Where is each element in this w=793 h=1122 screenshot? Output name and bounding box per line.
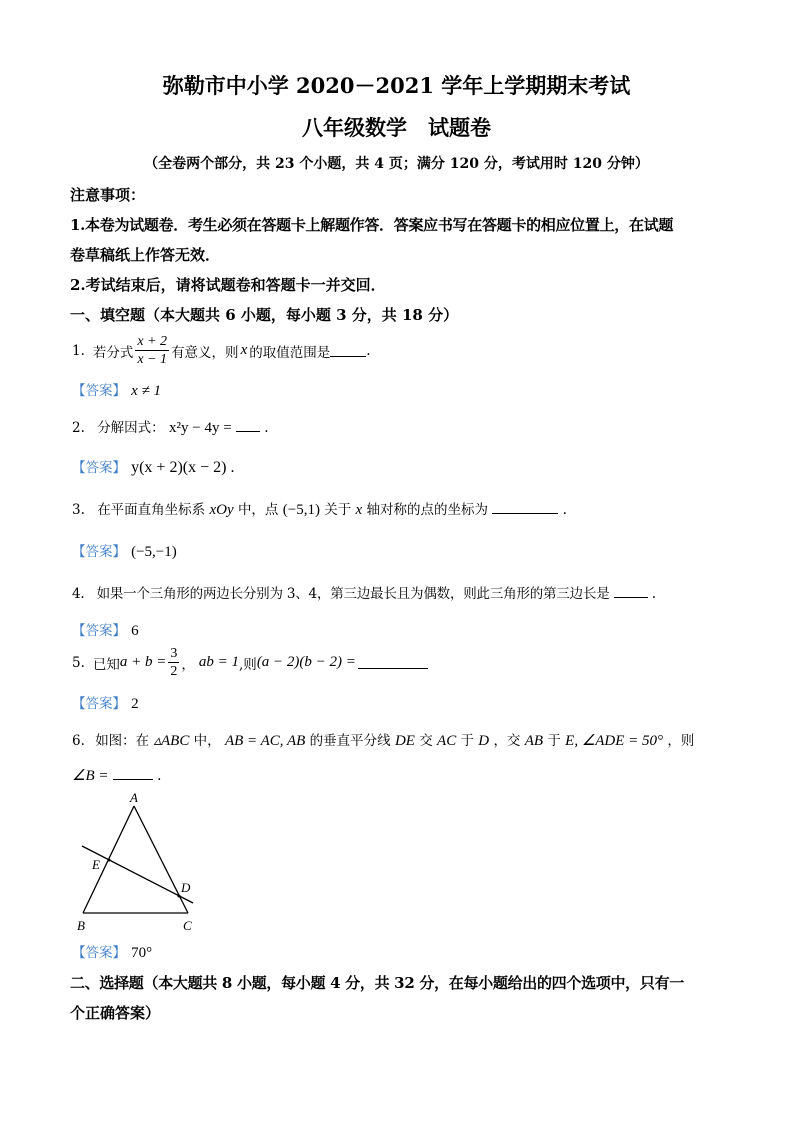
label-d: D (181, 880, 191, 895)
question-text: ,则 (239, 656, 257, 673)
question-text: 中，点 (237, 502, 279, 518)
notice-item-2: 2.考试结束后，请将试题卷和答题卡一并交回． (70, 276, 386, 294)
answer-label: 【答案】 (72, 945, 126, 961)
question-text: 的垂直平分线 (309, 733, 391, 749)
question-text: 如图：在 (95, 733, 150, 749)
punctuation: . (264, 420, 269, 436)
answer-6 (72, 941, 152, 962)
section-2-heading-line-1: 二、选择题（本大题共 8 小题，每小题 4 分，共 32 分，在每小题给出的四个选项中，只有一 (70, 974, 684, 992)
question-number: 3. (72, 502, 85, 518)
punctuation: . (651, 586, 656, 602)
math-expression: x²y − 4y = (168, 420, 232, 436)
question-text: 有意义，则 (171, 344, 239, 361)
question-number: 6. (72, 733, 85, 749)
question-text: 的取值范围是 (249, 344, 331, 361)
question-text: 中， (193, 733, 221, 749)
label-e: E (92, 857, 100, 872)
math-expression: ∠B = (72, 768, 109, 784)
math-point: (−5,1) (282, 502, 320, 518)
answer-value: (−5,−1) (131, 544, 177, 560)
answer-value: y(x + 2)(x − 2) . (131, 459, 235, 476)
answer-label: 【答案】 (72, 623, 126, 639)
exam-title: 弥勒市中小学 2020－2021 学年上学期期末考试 (162, 73, 631, 98)
fraction-numerator: x + 2 (137, 334, 168, 349)
math-expression: AC (437, 733, 457, 749)
question-text: 关于 (324, 502, 352, 518)
fraction-denominator: x − 1 (137, 352, 168, 367)
answer-value: 70° (131, 945, 153, 961)
perpendicular-bisector-de (82, 846, 193, 903)
answer-label: 【答案】 (72, 460, 126, 476)
exam-subtitle: 八年级数学 试题卷 (302, 115, 491, 140)
punctuation: . (562, 502, 567, 518)
answer-label: 【答案】 (72, 383, 126, 399)
math-expression: DE (394, 733, 415, 749)
question-text: 已知 (92, 656, 120, 673)
punctuation: . (366, 342, 371, 359)
question-text: 于 (460, 733, 474, 749)
label-b: B (77, 918, 85, 933)
question-text: 轴对称的点的坐标为 (366, 502, 488, 518)
fraction-numerator: 3 (170, 646, 178, 661)
question-text: 交 (419, 733, 433, 749)
answer-label: 【答案】 (72, 544, 126, 560)
answer-value: 6 (131, 623, 139, 639)
math-expression: AB (524, 733, 544, 749)
question-number: 5. (72, 654, 85, 671)
question-text: ，交 (493, 733, 521, 749)
punctuation: . (157, 768, 162, 784)
question-text: 分解因式： (97, 420, 165, 436)
question-number: 2. (72, 420, 85, 436)
answer-value: 2 (131, 696, 139, 712)
question-text: ，则 (667, 733, 695, 749)
exam-info: （全卷两个部分，共 23 个小题，共 4 页；满分 120 分，考试用时 120 分钟） (144, 156, 649, 172)
notice-item-1-line-2: 卷草稿纸上作答无效． (70, 246, 221, 264)
math-variable: x (355, 502, 363, 518)
question-text: 于 (547, 733, 561, 749)
math-variable: xOy (209, 502, 234, 518)
math-expression: E, ∠ADE = 50° (565, 733, 664, 749)
question-number: 1. (72, 342, 85, 359)
question-number: 4. (72, 586, 85, 602)
math-expression: ▵ABC (153, 733, 190, 749)
notice-heading: 注意事项： (70, 186, 146, 204)
question-text: 若分式 (92, 344, 134, 361)
question-text: 如果一个三角形的两边长分别为 3、4，第三边最长且为偶数，则此三角形的第三边长是 (96, 586, 610, 602)
question-text: ， (181, 656, 195, 673)
math-expression: D (478, 733, 490, 749)
section-2-heading-line-2: 个正确答案） (70, 1004, 161, 1022)
math-expression: (a − 2)(b − 2) = (256, 654, 356, 670)
answer-value: x ≠ 1 (131, 383, 161, 399)
section-1-heading: 一、填空题（本大题共 6 小题，每小题 3 分，共 18 分） (70, 306, 459, 324)
fraction-denominator: 2 (170, 664, 178, 679)
question-text: 在平面直角坐标系 (97, 502, 206, 518)
notice-item-1-line-1: 1.本卷为试题卷．考生必须在答题卡上解题作答．答案应书写在答题卡的相应位置上，在试题 (70, 216, 674, 234)
answer-label: 【答案】 (72, 696, 126, 712)
point-e (108, 859, 111, 862)
label-c: C (183, 918, 192, 933)
label-a: A (130, 790, 138, 805)
math-expression: a + b = (119, 654, 167, 670)
math-expression: ab = 1 (198, 654, 240, 670)
math-expression: AB = AC, AB (224, 733, 306, 749)
math-variable: x (240, 342, 248, 358)
